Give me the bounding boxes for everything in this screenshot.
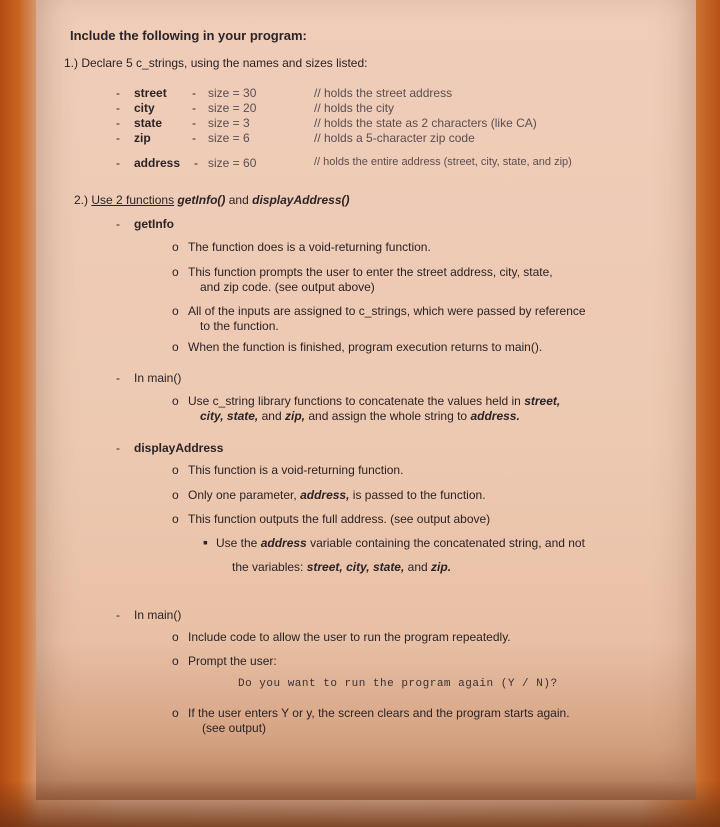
- display-item: This function outputs the full address. (see output above): [188, 512, 491, 526]
- circle-bullet-icon: o: [172, 240, 179, 254]
- fn-getinfo: getInfo(): [177, 193, 226, 207]
- bullet-dot: -: [116, 101, 120, 115]
- var-zip: zip.: [431, 560, 452, 574]
- bullet-dot: -: [194, 156, 198, 170]
- text: the variables:: [232, 560, 304, 574]
- var-name: state: [134, 116, 163, 130]
- text: and: [261, 409, 282, 423]
- getinfo-item: When the function is finished, program execution returns to main().: [188, 340, 543, 354]
- display-subitem-cont: [232, 560, 451, 574]
- getinfo-item: The function does is a void-returning function.: [188, 240, 431, 254]
- bullet-dot: -: [192, 131, 196, 145]
- var-comment: // holds the entire address (street, city, state, and zip): [314, 156, 572, 168]
- display-item: This function is a void-returning function.: [188, 463, 404, 477]
- text: Only one parameter,: [188, 488, 297, 502]
- var-size: size = 60: [208, 156, 257, 170]
- fn-displayaddress: displayAddress(): [252, 193, 350, 207]
- circle-bullet-icon: o: [172, 630, 179, 644]
- getinfo-item: All of the inputs are assigned to c_strings, which were passed by reference: [188, 304, 586, 318]
- getinfo-title: getInfo: [134, 217, 174, 231]
- text: Use the: [216, 536, 258, 550]
- var-comment: // holds the city: [314, 101, 395, 115]
- in-main-item: If the user enters Y or y, the screen clears and the program starts again.: [188, 706, 570, 720]
- bullet-dot: -: [192, 86, 196, 100]
- bullet-dot: -: [116, 156, 120, 170]
- run-again-prompt: Do you want to run the program again (Y / N)?: [238, 678, 558, 690]
- bullet-dot: -: [116, 371, 120, 385]
- var-name: city: [134, 101, 155, 115]
- var-comment: // holds a 5-character zip code: [314, 131, 475, 145]
- circle-bullet-icon: o: [172, 463, 179, 477]
- bullet-dot: -: [192, 101, 196, 115]
- circle-bullet-icon: o: [172, 340, 179, 354]
- text: variable containing the concatenated string, and not: [310, 536, 585, 550]
- var-city: city,: [200, 409, 224, 423]
- var-size: size = 6: [208, 131, 250, 145]
- bullet-dot: -: [116, 86, 120, 100]
- in-main-title: In main(): [134, 608, 182, 622]
- text: Use c_string library functions to concatenate the values held in: [188, 394, 521, 408]
- bullet-dot: -: [116, 131, 120, 145]
- circle-bullet-icon: o: [172, 304, 179, 318]
- display-title: displayAddress: [134, 441, 224, 455]
- in-main-item-line1: [188, 394, 560, 408]
- var-size: size = 3: [208, 116, 250, 130]
- var-name: street: [134, 86, 167, 100]
- in-main-item-line2: [200, 409, 520, 423]
- section2-heading: [74, 193, 349, 207]
- section1-intro: 1.) Declare 5 c_strings, using the names and sizes listed:: [64, 56, 368, 70]
- bullet-dot: -: [116, 441, 120, 455]
- circle-bullet-icon: o: [172, 512, 179, 526]
- square-bullet-icon: ▪: [203, 534, 208, 550]
- var-size: size = 30: [208, 86, 257, 100]
- section-number: 2.): [74, 193, 89, 207]
- use-functions-text: Use 2 functions: [91, 193, 175, 207]
- text: is passed to the function.: [352, 488, 486, 502]
- var-name: address: [134, 156, 181, 170]
- text: and: [407, 560, 428, 574]
- var-address: address.: [470, 409, 520, 423]
- getinfo-item-cont: and zip code. (see output above): [200, 280, 375, 294]
- in-main-title: In main(): [134, 371, 182, 385]
- circle-bullet-icon: o: [172, 654, 179, 668]
- bullet-dot: -: [192, 116, 196, 130]
- in-main-item: Include code to allow the user to run the program repeatedly.: [188, 630, 511, 644]
- display-subitem: [216, 536, 585, 550]
- in-main-item: Prompt the user:: [188, 654, 277, 668]
- var-address: address: [260, 536, 307, 550]
- circle-bullet-icon: o: [172, 488, 179, 502]
- var-size: size = 20: [208, 101, 257, 115]
- and-text: and: [228, 193, 249, 207]
- var-state: state,: [226, 409, 259, 423]
- circle-bullet-icon: o: [172, 265, 179, 279]
- getinfo-item-cont: to the function.: [200, 319, 279, 333]
- var-comment: // holds the state as 2 characters (like CA): [314, 116, 537, 130]
- var-zip: zip,: [285, 409, 305, 423]
- desk-shadow: [0, 780, 720, 827]
- getinfo-item: This function prompts the user to enter the street address, city, state,: [188, 265, 553, 279]
- bullet-dot: -: [116, 116, 120, 130]
- vars-list: street, city, state,: [306, 560, 405, 574]
- display-item: [188, 488, 486, 502]
- page-title: Include the following in your program:: [70, 28, 307, 43]
- var-street: street,: [524, 394, 561, 408]
- bullet-dot: -: [116, 217, 120, 231]
- bullet-dot: -: [116, 608, 120, 622]
- in-main-item-cont: (see output): [202, 721, 267, 735]
- text: and assign the whole string to: [308, 409, 468, 423]
- var-name: zip: [134, 131, 151, 145]
- var-address: address,: [300, 488, 350, 502]
- var-comment: // holds the street address: [314, 86, 453, 100]
- circle-bullet-icon: o: [172, 706, 179, 720]
- circle-bullet-icon: o: [172, 394, 179, 408]
